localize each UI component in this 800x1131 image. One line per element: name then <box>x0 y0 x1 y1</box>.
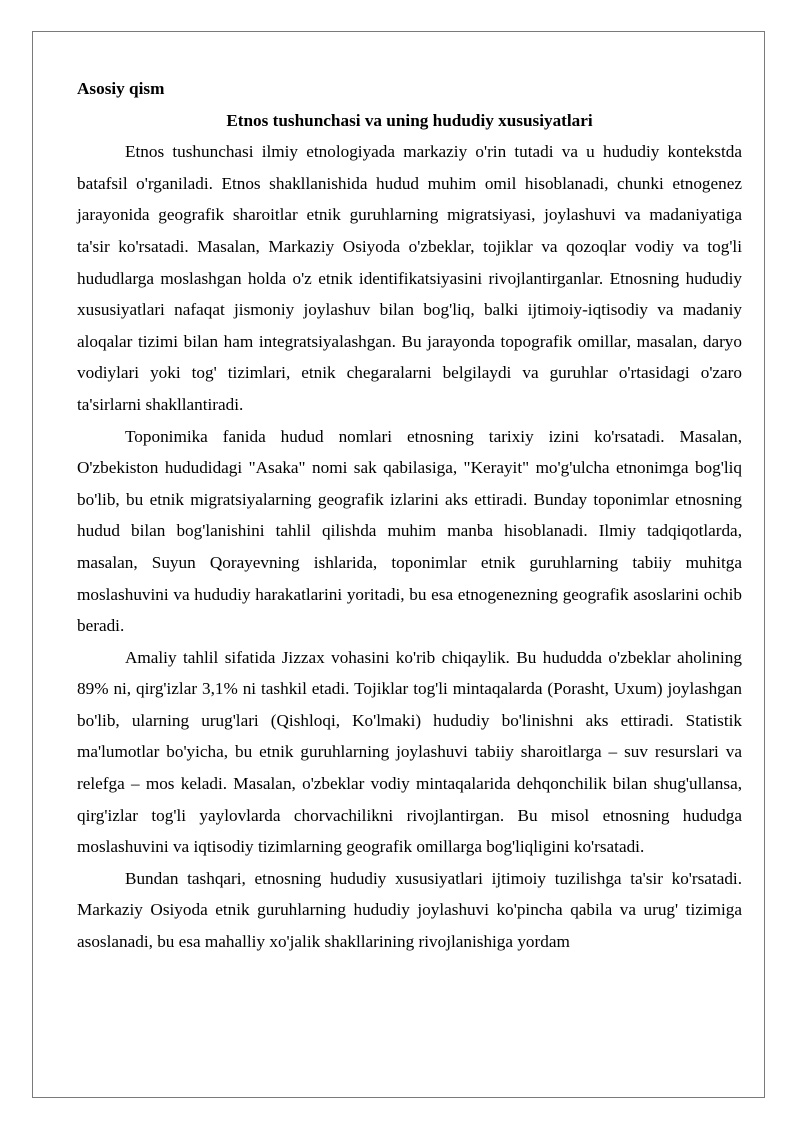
document-body <box>77 73 742 958</box>
paragraph-4: Bundan tashqari, etnosning hududiy xususiyatlari ijtimoiy tuzilishga ta'sir ko'rsatadi. Markaziy Osiyoda etnik guruhlarning hududiy joylashuvi ko'pincha qabila va urug' tizimiga asoslanadi, bu esa mahalliy xo'jalik shakllarining rivojlanishiga yordam <box>77 868 742 952</box>
paragraph-3: Amaliy tahlil sifatida Jizzax vohasini ko'rib chiqaylik. Bu hududda o'zbeklar aholining 89% ni, qirg'izlar 3,1% ni tashkil etadi. Tojiklar tog'li mintaqalarda (Porasht, Uxum) joylashgan bo'lib, ularning urug'lari (Qishloqi, Ko'lmaki) hududiy bo'linishni aks ettiradi. Statistik ma'lumotlar bo'yicha, bu etnik guruhlarning joylashuvi tabiiy sharoitlarga – suv resurslari va relefga – mos keladi. Masalan, o'zbeklar vodiy mintaqalarida dehqonchilik bilan shug'ullansa, qirg'izlar tog'li yaylovlarda chorvachilikni rivojlantirgan. Bu misol etnosning hududga moslashuvini va iqtisodiy tizimlarning geografik omillarga bog'liqligini ko'rsatadi. <box>77 647 742 857</box>
document-title: Etnos tushunchasi va uning hududiy xususiyatlari <box>226 110 593 130</box>
paragraph-2: Toponimika fanida hudud nomlari etnosning tarixiy izini ko'rsatadi. Masalan, O'zbekiston hududidagi "Asaka" nomi sak qabilasiga, "Kerayit" mo'g'ulcha etnonimga bog'liq bo'lib, bu etnik migratsiyalarning geografik izlarini aks ettiradi. Bunday toponimlar etnosning hudud bilan bog'lanishini tahlil qilishda muhim manba hisoblanadi. Ilmiy tadqiqotlarda, masalan, Suyun Qorayevning ishlarida, toponimlar etnik guruhlarning tabiiy muhitga moslashuvini va hududiy harakatlarini yoritadi, bu esa etnogenezning geografik asoslarini ochib beradi. <box>77 426 742 636</box>
section-label: Asosiy qism <box>77 79 165 98</box>
paragraph-1: Etnos tushunchasi ilmiy etnologiyada markaziy o'rin tutadi va u hududiy kontekstda batafsil o'rganiladi. Etnos shakllanishida hudud muhim omil hisoblanadi, chunki etnogenez jarayonida geografik sharoitlar etnik guruhlarning migratsiyasi, joylashuvi va madaniyatiga ta'sir ko'rsatadi. Masalan, Markaziy Osiyoda o'zbeklar, tojiklar va qozoqlar vodiy va tog'li hududlarga moslashgan holda o'z etnik identifikatsiyasini rivojlantirganlar. Etnosning hududiy xususiyatlari nafaqat jismoniy joylashuv bilan bog'liq, balki ijtimoiy-iqtisodiy va madaniy aloqalar tizimi bilan ham integratsiyalashgan. Bu jarayonda topografik omillar, masalan, daryo vodiylari yoki tog' tizimlari, etnik chegaralarni belgilaydi va guruhlar o'rtasidagi o'zaro ta'sirlarni shakllantiradi. <box>77 142 742 414</box>
